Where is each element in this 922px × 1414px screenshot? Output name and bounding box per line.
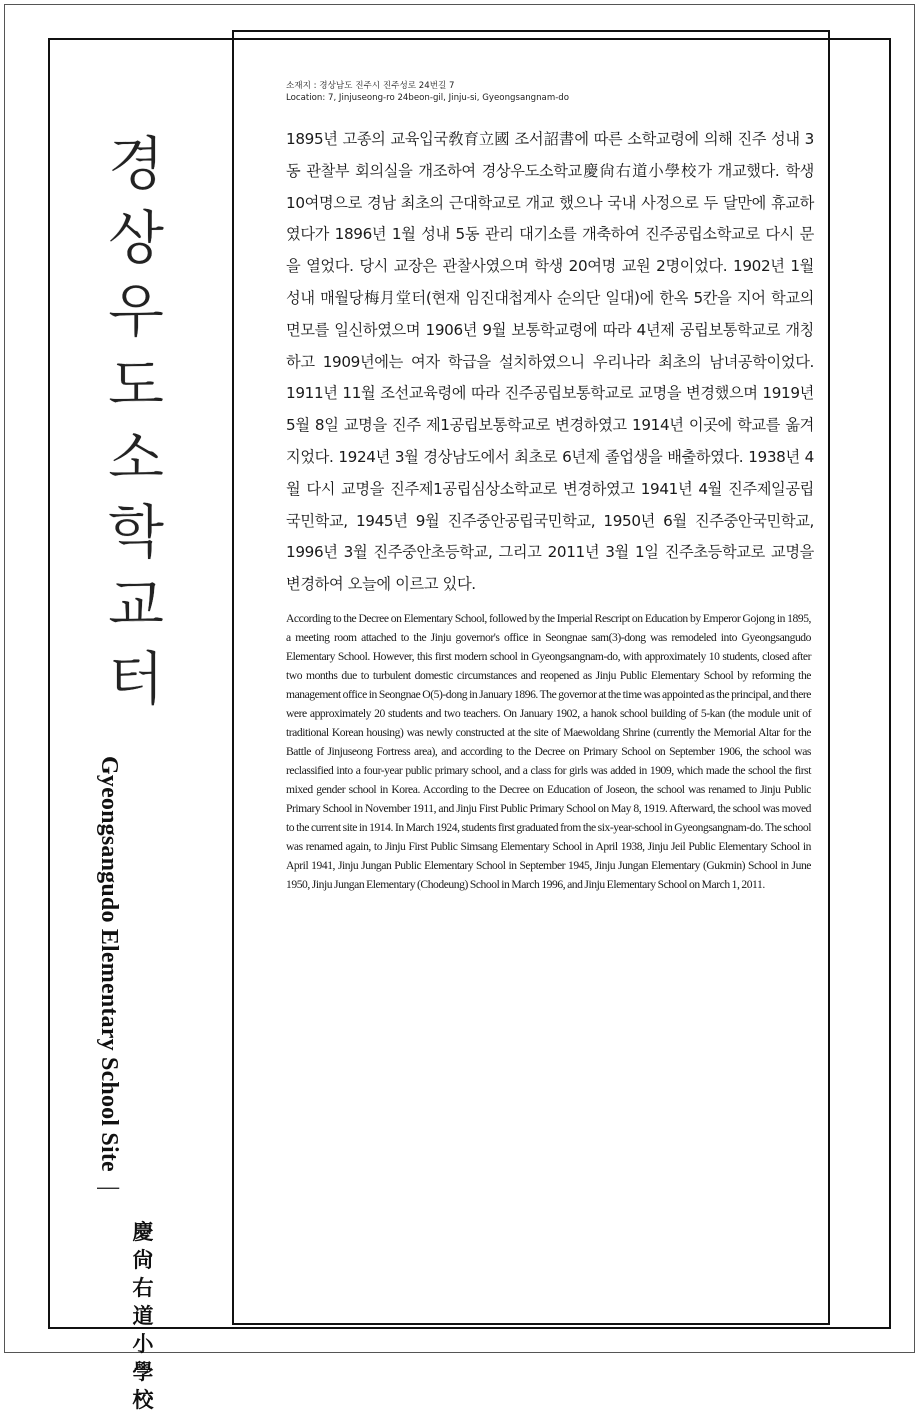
hanja-title-char: 右 [132,1275,154,1300]
english-title-text: Gyeongsangudo Elementary School Site [96,756,122,1172]
hanja-title [128,1218,158,1414]
hanja-title-char: 慶 [132,1219,154,1244]
korean-title-char: 교 [107,571,165,639]
hanja-title-char: 小 [132,1331,154,1356]
english-description: According to the Decree on Elementary School, followed by the Imperial Rescript on Education by Emperor Gojong in 1895, a meeting room attached to the Jinju governor's office in Seongnae sam(3)-dong was remodeled into Gyeongsangudo Elementary School. However, this first modern school in Gyeongsangnam-do, with approximately 10 students, closed after two months due to turbulent domestic circumstances and reopened as Jinju Public Elementary School by reforming the management office in Seongnae O(5)-dong in January 1896. The governor at the time was appointed as the principal, and there were approximately 20 students and two teachers. On January 1902, a hanok school building of 5-kan (the module unit of traditional Korean housing) was newly constructed at the site of Maewoldang Shrine (currently the Memorial Altar for the Battle of Jinjuseong Fortress area), and according to the Decree on Primary School on September 1906, the school was reclassified into a four-year public primary school, and a class for girls was added in 1909, which made the school the first mixed gender school in Korea. According to the Decree on Education of Joseon, the school was renamed to Jinju Public Primary School in November 1911, and Jinju First Public Primary School on May 8, 1919. Afterward, the school was moved to the current site in 1914. In March 1924, students first graduated from the six-year-school in Gyeongsangnam-do. The school was renamed again, to Jinju First Public Simsang Elementary School in April 1938, Jinju Jeil Public Elementary School in April 1941, Jinju Jungan Public Elementary School in September 1945, Jinju Jungan Elementary (Gukmin) School in June 1950, Jinju Jungan Elementary (Chodeung) School in March 1996, and Jinju Elementary School on March 1, 2011. [286,612,811,891]
location-korean: 소재지 : 경상남도 진주시 진주성로 24번길 7 [286,81,455,91]
location [286,80,816,104]
english-title [95,756,122,1203]
location-english: Location: 7, Jinjuseong-ro 24beon-gil, Jinju-si, Gyeongsangnam-do [286,93,570,103]
vertical-title [80,128,192,1412]
hanja-title-char: 學 [132,1359,154,1384]
korean-description: 1895년 고종의 교육입국敎育立國 조서詔書에 따른 소학교령에 의해 진주 성내 3동 관찰부 회의실을 개조하여 경상우도소학교慶尙右道小學校가 개교했다. 학생 10여명으로 경남 최초의 근대학교로 개교 했으나 국내 사정으로 두 달만에 휴교하였다가 1896년 1월 성내 5동 관리 대기소를 개축하여 진주공립소학교로 다시 문을 열었다. 당시 교장은 관찰사였으며 학생 20여명 교원 2명이었다. 1902년 1월 성내 매월당梅月堂터(현재 임진대첩계사 순의단 일대)에 한옥 5칸을 지어 학교의 면모를 일신하였으며 1906년 9월 보통학교령에 따라 4년제 공립보통학교로 개칭하고 1909년에는 여자 학급을 설치하였으니 우리나라 최초의 남녀공학이었다. 1911년 11월 조선교육령에 따라 진주공립보통학교로 교명을 변경했으며 1919년 5월 8일 교명을 진주 제1공립보통학교로 변경하였고 1914년 이곳에 학교를 옮겨지었다. 1924년 3월 경상남도에서 최초로 6년제 졸업생을 배출하였다. 1938년 4월 다시 교명을 진주제1공립심상소학교로 변경하였고 1941년 4월 진주제일공립국민학교, 1945년 9월 진주중안공립국민학교, 1950년 6월 진주중안국민학교, 1996년 3월 진주중안초등학교, 그리고 2011년 3월 1일 진주초등학교로 교명을 변경하여 오늘에 이르고 있다. [286,130,814,594]
korean-title-char: 우 [107,277,165,345]
hanja-title-char: 尙 [132,1247,154,1272]
title-separator: | [96,1185,122,1191]
korean-title-char: 소 [107,424,165,492]
korean-title-char: 상 [107,203,165,272]
korean-title [80,128,192,716]
korean-title-char: 도 [107,350,165,419]
korean-title-char: 경 [107,130,165,198]
korean-title-char: 학 [107,497,165,566]
korean-title-char: 터 [107,644,165,713]
hanja-title-char: 道 [132,1303,154,1328]
hanja-title-char: 校 [132,1387,154,1412]
